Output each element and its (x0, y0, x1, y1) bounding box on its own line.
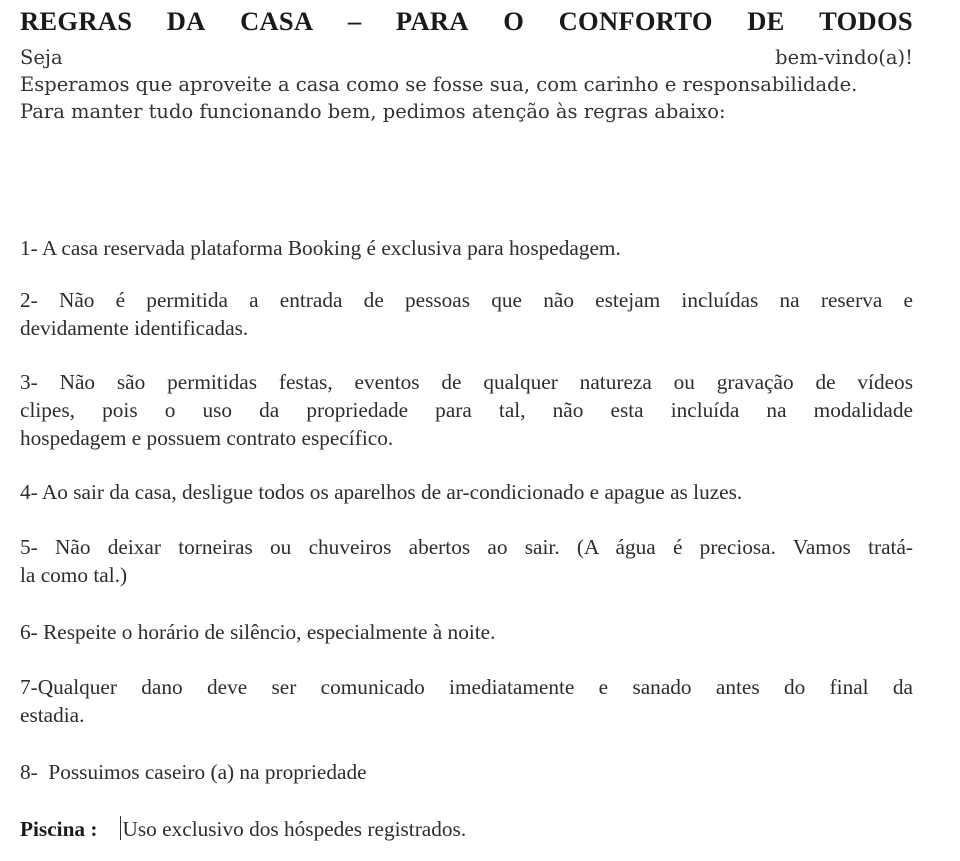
piscina-rule (20, 815, 913, 843)
rule-line: 3- Não são permitidas festas, eventos de qualquer natureza ou gravação de vídeos (20, 370, 913, 394)
rule-7 (20, 673, 913, 729)
rule-5 (20, 533, 913, 589)
title-word: DA (166, 6, 206, 36)
title-word: DE (747, 6, 785, 36)
rule-line: la como tal.) (20, 563, 128, 587)
rule-line: 2- Não é permitida a entrada de pessoas que não estejam incluídas na reserva e (20, 288, 913, 312)
rule-1 (20, 234, 913, 262)
rule-6 (20, 618, 913, 646)
rule-2 (20, 286, 913, 342)
intro-greeting-right: bem-vindo(a)! (775, 46, 913, 69)
rule-line: 6- Respeite o horário de silêncio, especialmente à noite. (20, 620, 496, 644)
rule-line: hospedagem e possuem contrato específico. (20, 426, 394, 450)
intro-line-2: Esperamos que aproveite a casa como se fosse sua, com carinho e responsabilidade. (20, 73, 858, 96)
rule-line: 4- Ao sair da casa, desligue todos os aparelhos de ar-condicionado e apague as luzes. (20, 480, 743, 504)
rule-4 (20, 478, 913, 506)
rule-line: estadia. (20, 703, 85, 727)
intro-greeting-left: Seja (20, 46, 63, 69)
rule-3 (20, 368, 913, 452)
title-word: REGRAS (20, 6, 133, 36)
intro-paragraph (20, 44, 913, 125)
rule-line: 8- Possuimos caseiro (a) na propriedade (20, 760, 367, 784)
intro-greeting-line (20, 44, 913, 71)
text-cursor (120, 816, 121, 840)
title-word: PARA (395, 6, 469, 36)
title-word: O (503, 6, 525, 36)
title-word: CONFORTO (558, 6, 713, 36)
intro-line-3: Para manter tudo funcionando bem, pedimos atenção às regras abaixo: (20, 100, 726, 123)
rule-line: 1- A casa reservada plataforma Booking é exclusiva para hospedagem. (20, 236, 621, 260)
rule-line: 5- Não deixar torneiras ou chuveiros abertos ao sair. (A água é preciosa. Vamos tratá- (20, 535, 913, 559)
rule-8 (20, 758, 913, 786)
rule-line: 7-Qualquer dano deve ser comunicado imediatamente e sanado antes do final da (20, 675, 913, 699)
document-title (20, 6, 913, 37)
piscina-label: Piscina : (20, 817, 98, 841)
title-word: CASA (240, 6, 314, 36)
title-word: – (347, 6, 362, 36)
rule-line: devidamente identificadas. (20, 316, 249, 340)
rule-line: clipes, pois o uso da propriedade para tal, não esta incluída na modalidade (20, 398, 913, 422)
piscina-text[interactable]: Uso exclusivo dos hóspedes registrados. (122, 817, 467, 841)
title-word: TODOS (819, 6, 913, 36)
